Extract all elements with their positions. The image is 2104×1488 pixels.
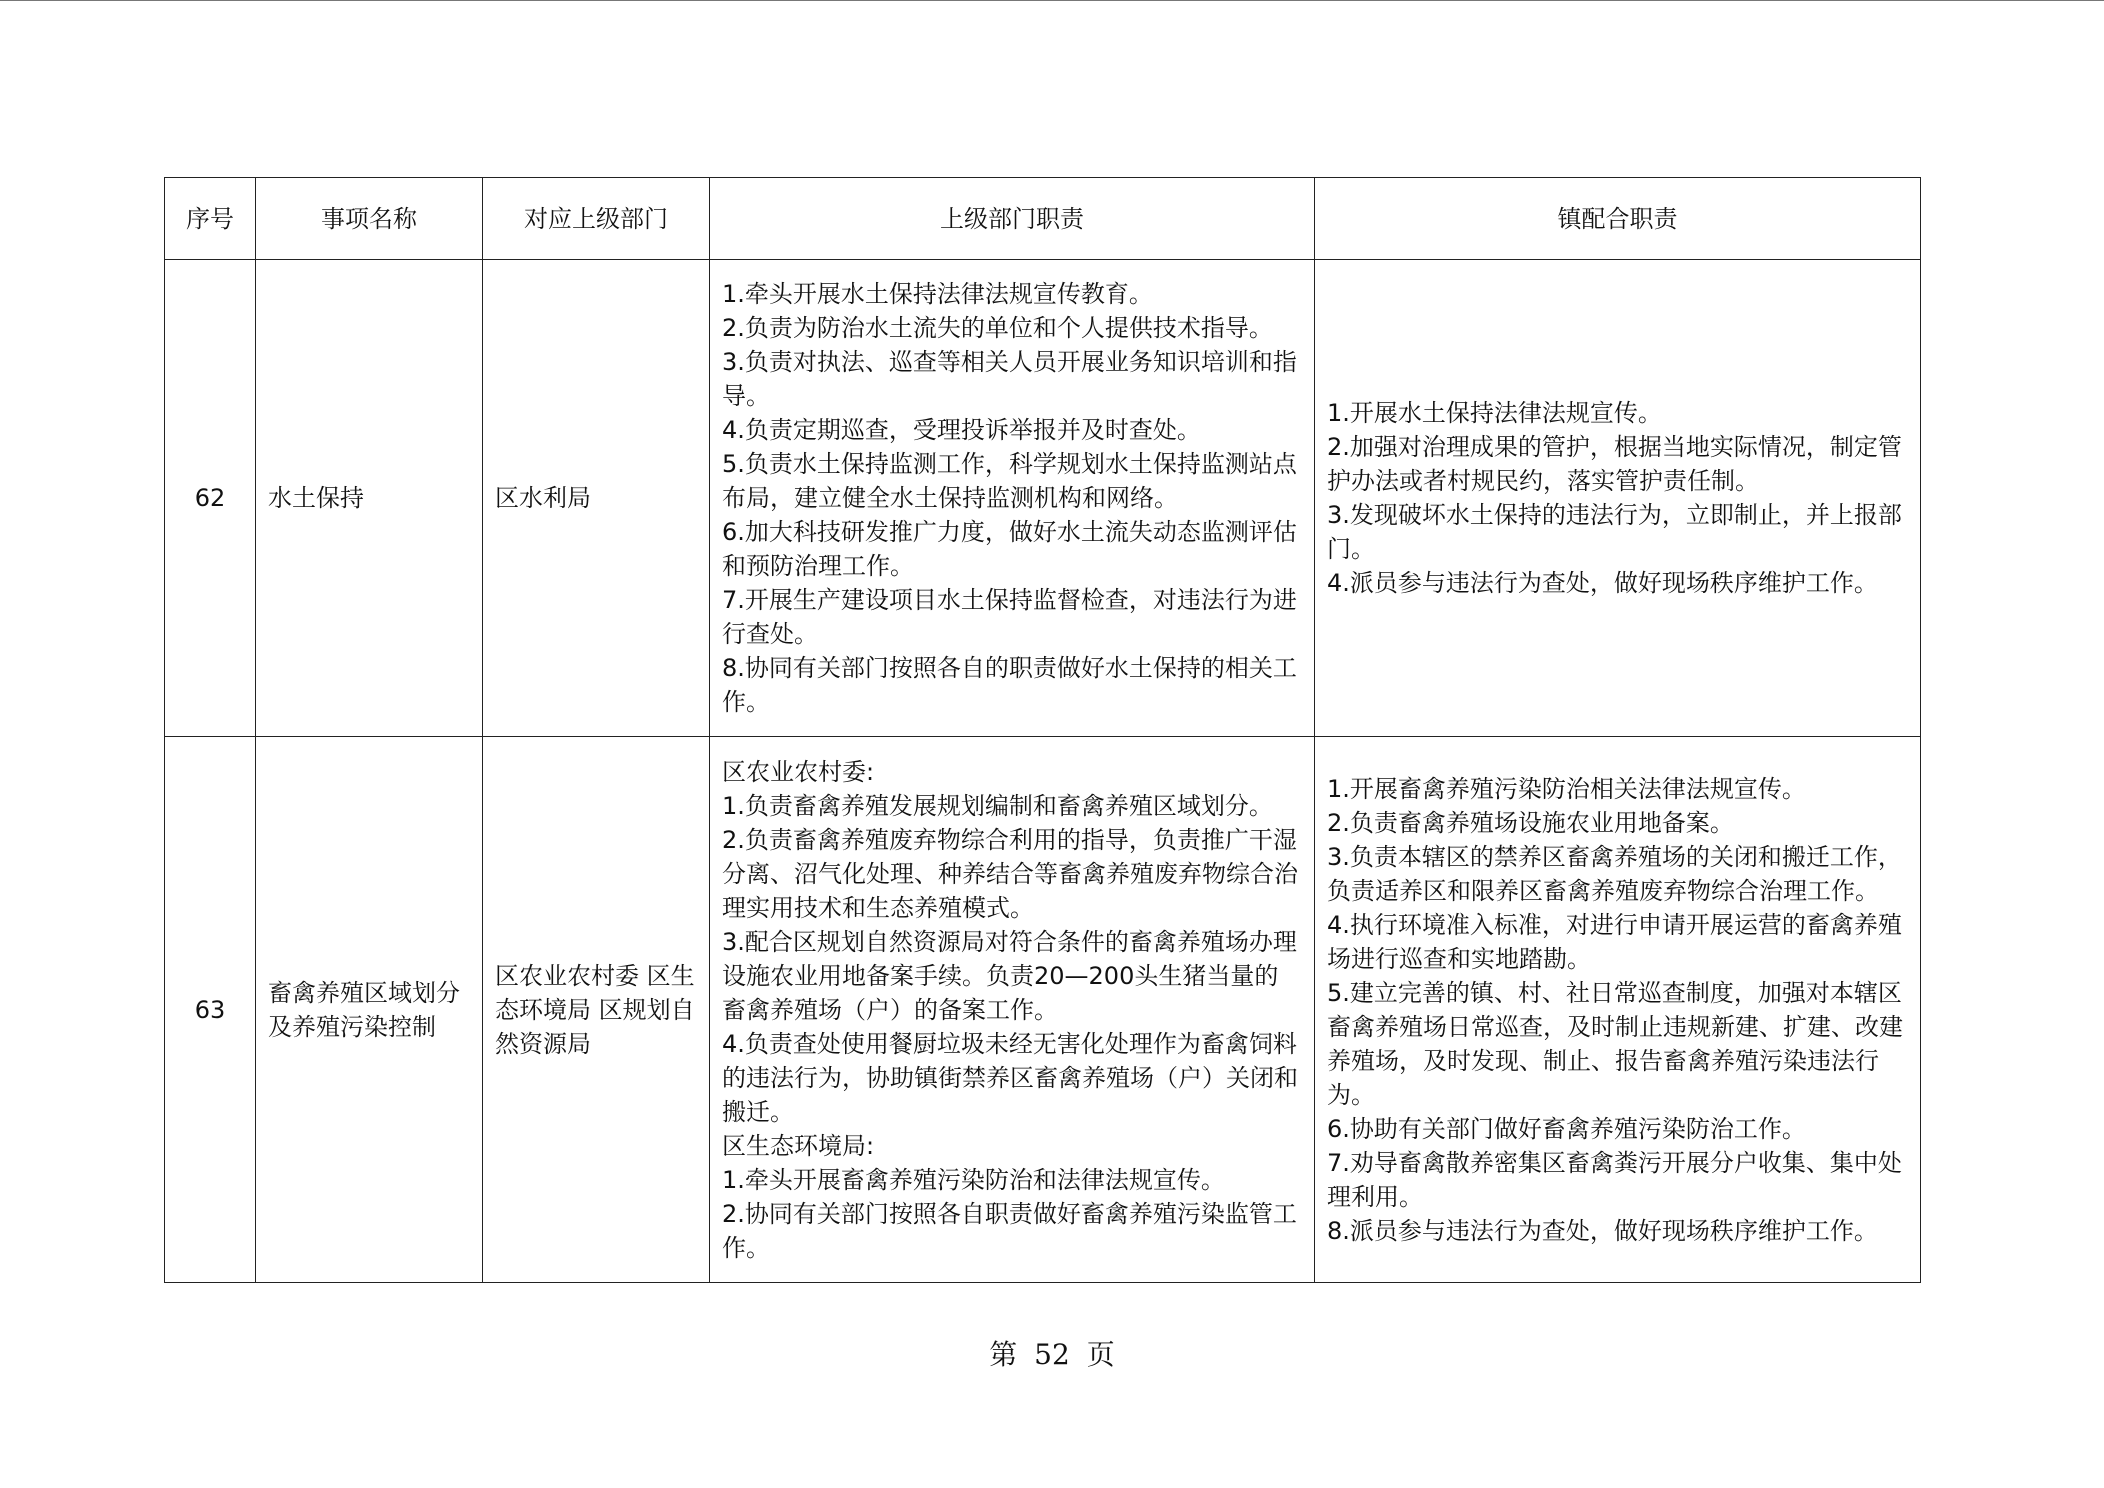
duty-line: 3.配合区规划自然资源局对符合条件的畜禽养殖场办理设施农业用地备案手续。负责20—200头生猪当量的畜禽养殖场（户）的备案工作。 <box>722 927 1297 1024</box>
duty-line: 2.负责为防治水土流失的单位和个人提供技术指导。 <box>722 314 1273 342</box>
duty-line: 4.负责定期巡查，受理投诉举报并及时查处。 <box>722 416 1201 444</box>
duty-line: 1.开展水土保持法律法规宣传。 <box>1327 399 1662 427</box>
page-number <box>0 1333 2104 1373</box>
duties-table <box>164 177 1921 1283</box>
row-item-name: 水土保持 <box>256 260 483 737</box>
duty-line: 3.负责本辖区的禁养区畜禽养殖场的关闭和搬迁工作，负责适养区和限养区畜禽养殖废弃物综合治理工作。 <box>1327 842 1902 905</box>
duty-line: 6.协助有关部门做好畜禽养殖污染防治工作。 <box>1327 1114 1806 1143</box>
duty-line: 3.发现破坏水土保持的违法行为，立即制止，并上报部门。 <box>1327 501 1902 563</box>
duty-line: 7.劝导畜禽散养密集区畜禽粪污开展分户收集、集中处理利用。 <box>1327 1148 1902 1211</box>
header-item: 事项名称 <box>256 178 483 260</box>
row-dept: 区水利局 <box>483 260 710 737</box>
duty-line: 5.负责水土保持监测工作，科学规划水土保持监测站点布局，建立健全水土保持监测机构和网络。 <box>722 450 1297 512</box>
duty-line: 4.派员参与违法行为查处，做好现场秩序维护工作。 <box>1327 569 1878 597</box>
duty-line: 7.开展生产建设项目水土保持监督检查，对违法行为进行查处。 <box>722 586 1297 648</box>
duty-line: 3.负责对执法、巡查等相关人员开展业务知识培训和指导。 <box>722 348 1297 410</box>
duty-line: 4.执行环境准入标准，对进行申请开展运营的畜禽养殖场进行巡查和实地踏勘。 <box>1327 910 1902 973</box>
row-upper-duties <box>710 260 1315 737</box>
table-row <box>165 260 1921 737</box>
row-num: 62 <box>165 260 256 737</box>
page-number-suffix: 页 <box>1086 1338 1115 1371</box>
duty-line: 8.派员参与违法行为查处，做好现场秩序维护工作。 <box>1327 1216 1878 1245</box>
duty-line: 1.牵头开展畜禽养殖污染防治和法律法规宣传。 <box>722 1165 1225 1194</box>
row-num: 63 <box>165 737 256 1283</box>
header-num: 序号 <box>165 178 256 260</box>
duty-line: 区生态环境局: <box>722 1131 875 1160</box>
row-upper-duties <box>710 737 1315 1283</box>
duty-line: 6.加大科技研发推广力度，做好水土流失动态监测评估和预防治理工作。 <box>722 518 1297 580</box>
table-row <box>165 737 1921 1283</box>
header-row <box>165 178 1921 260</box>
duty-line: 1.开展畜禽养殖污染防治相关法律法规宣传。 <box>1327 774 1806 803</box>
page-number-value: 52 <box>1034 1338 1070 1371</box>
row-town-duties <box>1315 260 1921 737</box>
duty-line: 2.负责畜禽养殖废弃物综合利用的指导，负责推广干湿分离、沼气化处理、种养结合等畜禽养殖废弃物综合治理实用技术和生态养殖模式。 <box>722 825 1298 922</box>
row-town-duties <box>1315 737 1921 1283</box>
header-dept: 对应上级部门 <box>483 178 710 260</box>
page-top-rule <box>0 0 2104 1</box>
header-town-duties: 镇配合职责 <box>1315 178 1921 260</box>
duty-line: 1.牵头开展水土保持法律法规宣传教育。 <box>722 280 1153 308</box>
duty-line: 2.负责畜禽养殖场设施农业用地备案。 <box>1327 808 1734 837</box>
duty-line: 5.建立完善的镇、村、社日常巡查制度，加强对本辖区畜禽养殖场日常巡查，及时制止违规新建、扩建、改建养殖场，及时发现、制止、报告畜禽养殖污染违法行为。 <box>1327 978 1903 1109</box>
duty-line: 1.负责畜禽养殖发展规划编制和畜禽养殖区域划分。 <box>722 791 1273 820</box>
duty-line: 2.协同有关部门按照各自职责做好畜禽养殖污染监管工作。 <box>722 1199 1297 1262</box>
duty-line: 2.加强对治理成果的管护，根据当地实际情况，制定管护办法或者村规民约，落实管护责任制。 <box>1327 433 1902 495</box>
duty-line: 8.协同有关部门按照各自的职责做好水土保持的相关工作。 <box>722 654 1297 716</box>
duty-line: 4.负责查处使用餐厨垃圾未经无害化处理作为畜禽饲料的违法行为，协助镇街禁养区畜禽养殖场（户）关闭和搬迁。 <box>722 1029 1298 1126</box>
row-dept: 区农业农村委 区生态环境局 区规划自然资源局 <box>483 737 710 1283</box>
duty-line: 区农业农村委: <box>722 757 875 786</box>
header-upper-duties: 上级部门职责 <box>710 178 1315 260</box>
row-item-name: 畜禽养殖区域划分及养殖污染控制 <box>256 737 483 1283</box>
page-number-prefix: 第 <box>989 1338 1018 1371</box>
